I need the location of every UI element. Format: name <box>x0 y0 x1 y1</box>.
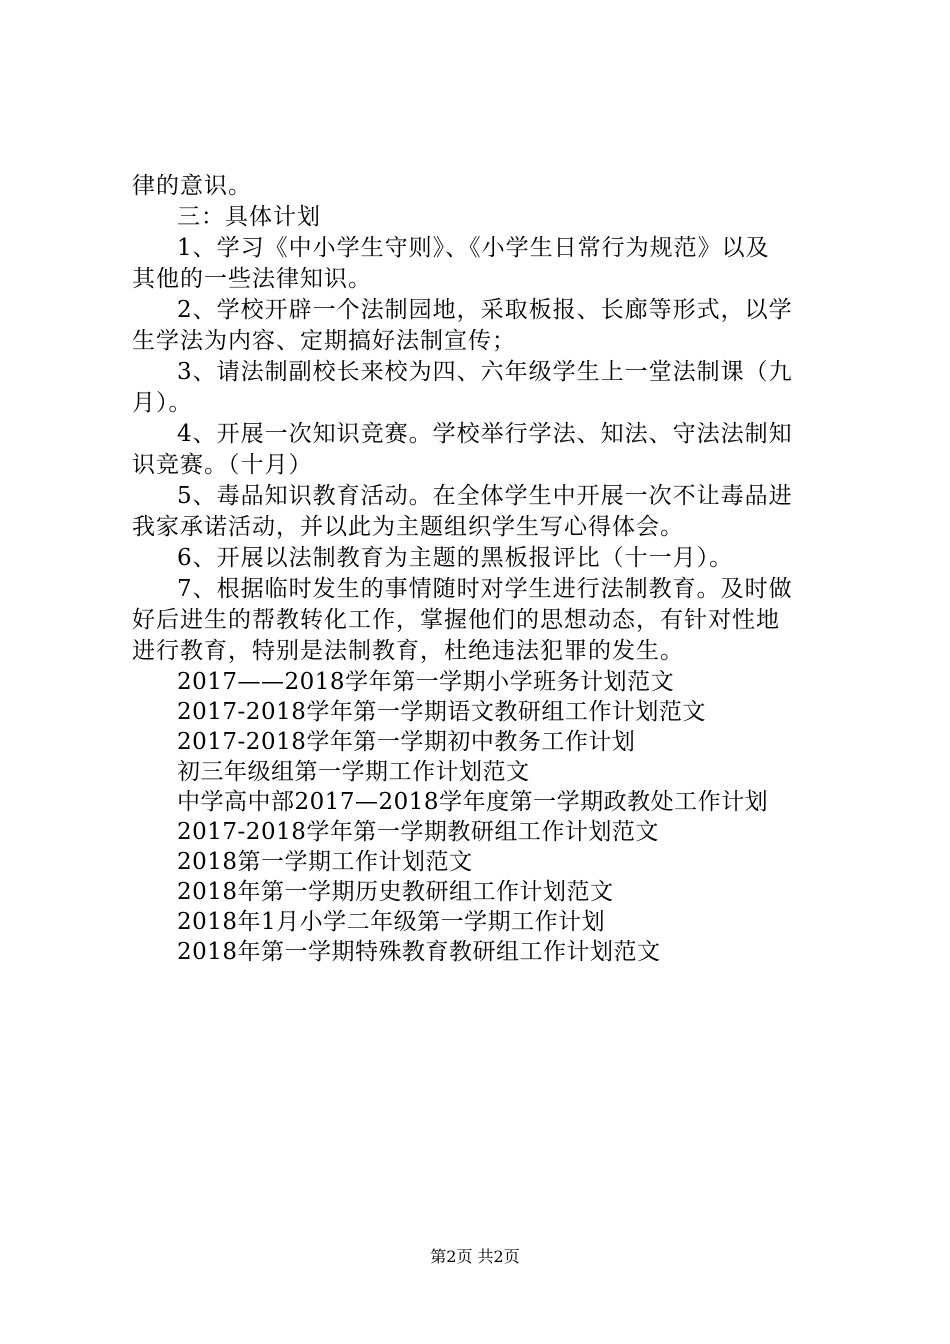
related-article-link[interactable]: 2017-2018学年第一学期教研组工作计划范文 <box>177 819 659 845</box>
paragraph-line: 5、毒品知识教育活动。在全体学生中开展一次不让毒品进 <box>177 483 793 509</box>
related-articles-list <box>132 667 832 967</box>
related-article-link[interactable]: 初三年级组第一学期工作计划范文 <box>177 759 530 785</box>
paragraph-line: 好后进生的帮教转化工作，掌握他们的思想动态，有针对性地 <box>132 607 780 633</box>
paragraph-line: 3、请法制副校长来校为四、六年级学生上一堂法制课（九 <box>177 359 793 385</box>
related-article-link[interactable]: 2017-2018学年第一学期语文教研组工作计划范文 <box>177 699 706 725</box>
paragraph-line: 2、学校开辟一个法制园地，采取板报、长廊等形式，以学 <box>177 297 793 323</box>
paragraph-line: 1、学习《中小学生守则》、《小学生日常行为规范》以及 <box>177 235 770 261</box>
related-article-link[interactable]: 2018年第一学期特殊教育教研组工作计划范文 <box>177 939 661 965</box>
document-body <box>132 171 832 967</box>
section-heading: 三：具体计划 <box>177 204 321 230</box>
paragraph-line: 律的意识。 <box>132 173 252 199</box>
paragraph-line: 6、开展以法制教育为主题的黑板报评比（十一月）。 <box>177 545 734 571</box>
paragraph-line: 进行教育，特别是法制教育，杜绝违法犯罪的发生。 <box>132 638 684 664</box>
paragraph-line: 月）。 <box>132 390 193 416</box>
paragraph-line: 4、开展一次知识竞赛。学校举行学法、知法、守法法制知 <box>177 421 793 447</box>
related-article-link[interactable]: 2018年第一学期历史教研组工作计划范文 <box>177 879 614 905</box>
page-number-footer: 第2页 共2页 <box>430 1247 520 1266</box>
paragraph-line: 生学法为内容、定期搞好法制宣传； <box>132 328 516 354</box>
related-article-link[interactable]: 2018年1月小学二年级第一学期工作计划 <box>177 909 606 935</box>
related-article-link[interactable]: 中学高中部2017—2018学年度第一学期政教处工作计划 <box>177 789 769 815</box>
paragraph-line: 识竞赛。（十月） <box>132 452 313 478</box>
related-article-link[interactable]: 2017-2018学年第一学期初中教务工作计划 <box>177 729 636 755</box>
paragraph-line: 7、根据临时发生的事情随时对学生进行法制教育。及时做 <box>177 576 793 602</box>
paragraph-line: 其他的一些法律知识。 <box>132 266 372 292</box>
related-article-link[interactable]: 2018第一学期工作计划范文 <box>177 849 473 875</box>
related-article-link[interactable]: 2017——2018学年第一学期小学班务计划范文 <box>177 669 675 695</box>
paragraph-line: 我家承诺活动，并以此为主题组织学生写心得体会。 <box>132 514 684 540</box>
